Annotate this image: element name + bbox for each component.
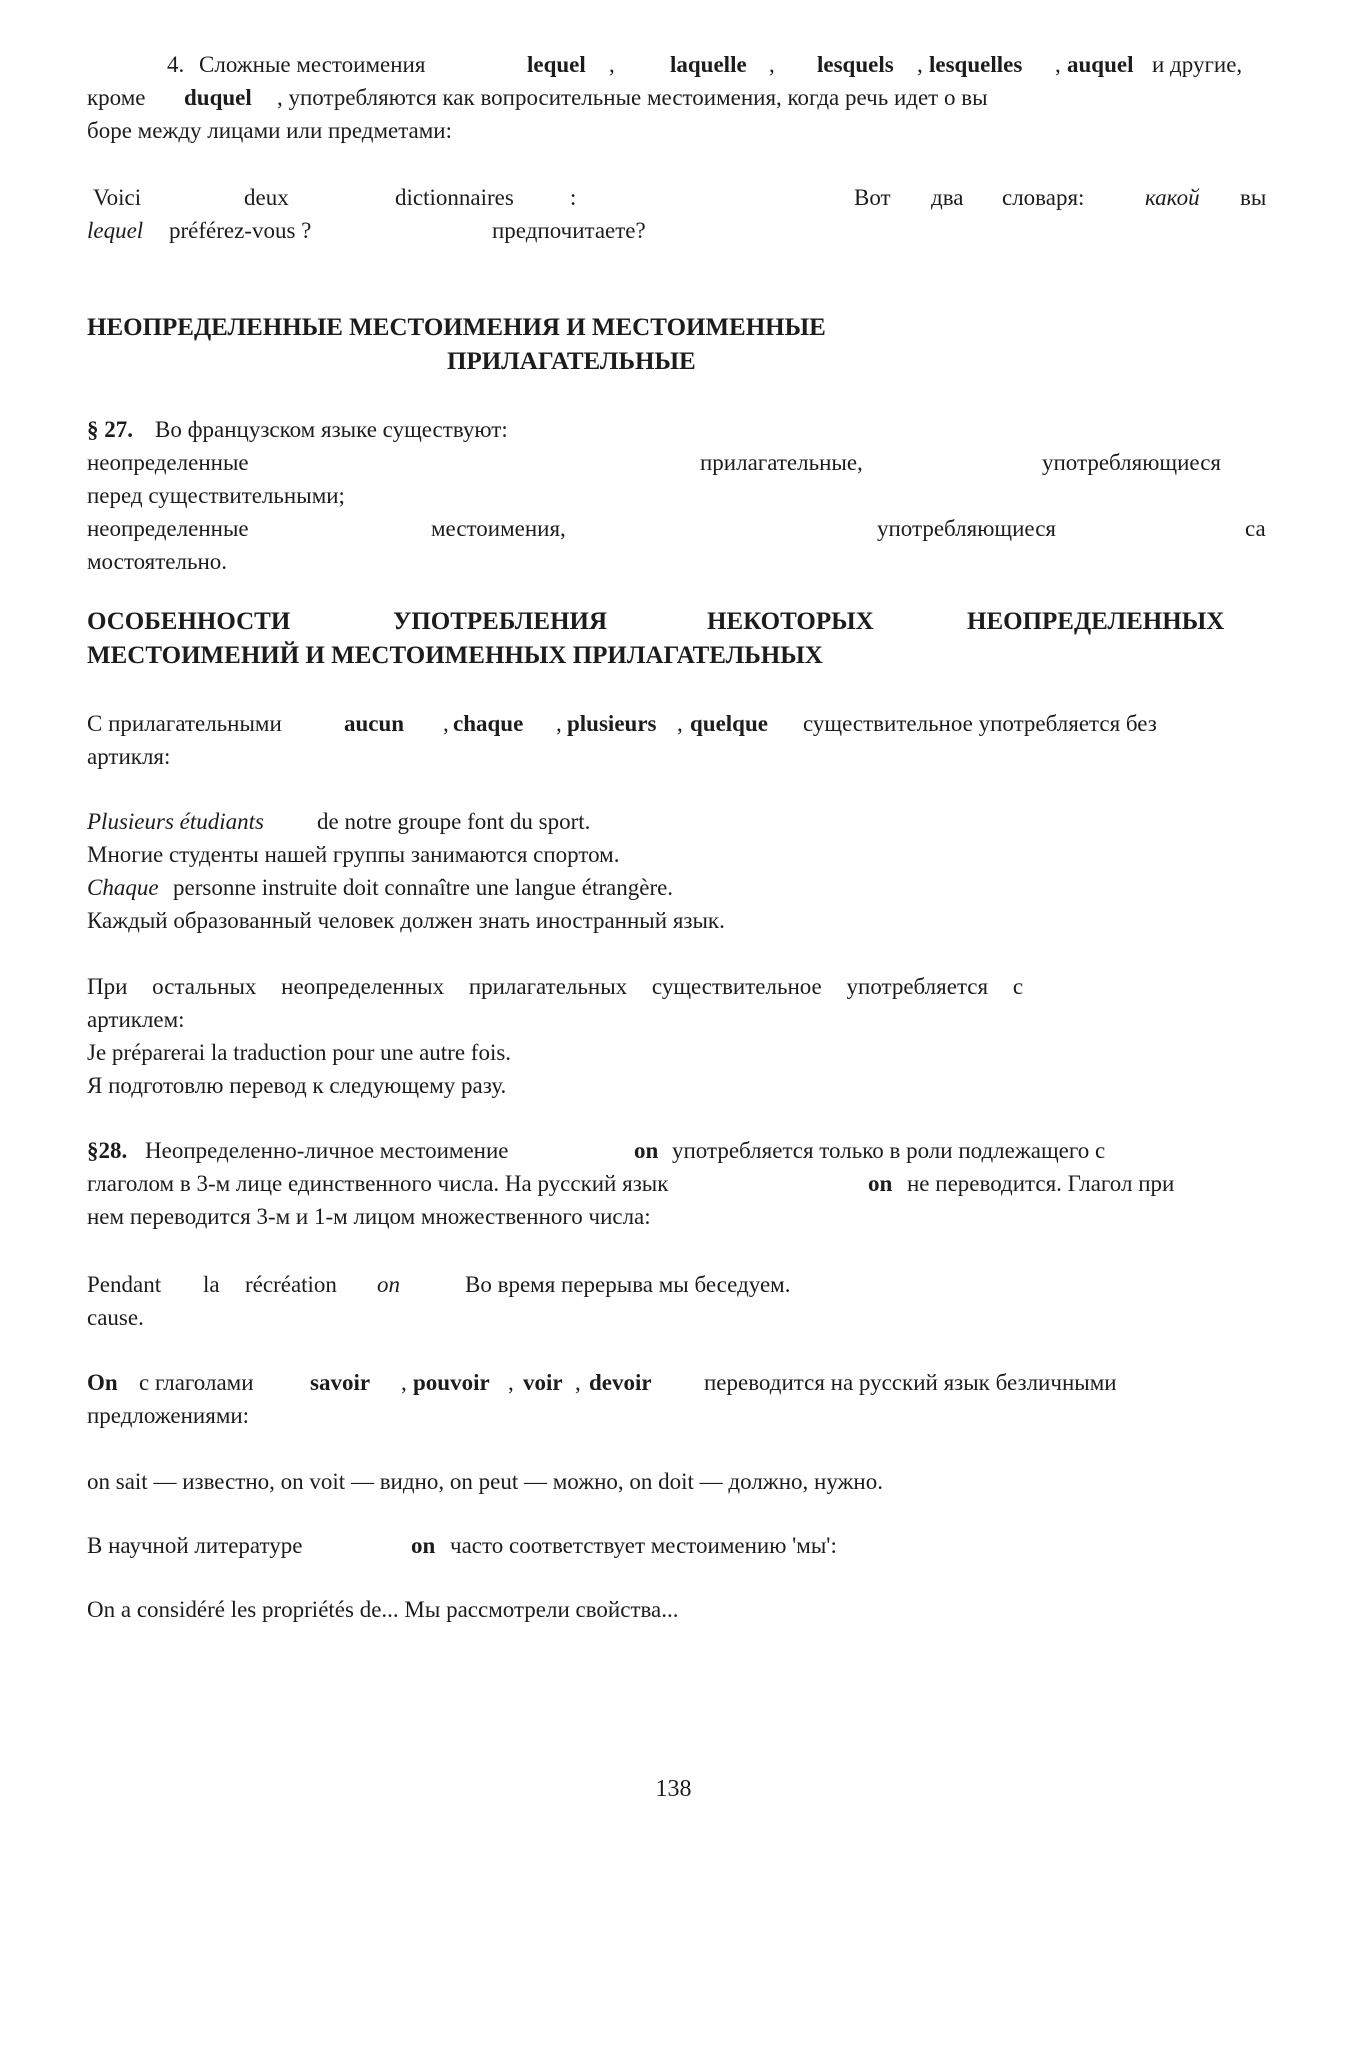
section-28-line-2: глаголом в 3-м лице единственного числа. На русский язык on не переводится. Глагол при (87, 1171, 1175, 1196)
page-number: 138 (655, 1776, 692, 1802)
para-adjectives-line-2: артикля: (87, 744, 171, 769)
example-5: On a considéré les propriétés de... Мы рассмотрели свойства... (87, 1597, 679, 1622)
example-1-line-2: lequel préférez-vous ? предпочитаете? (87, 218, 646, 243)
para-on-line-2: предложениями: (87, 1403, 250, 1428)
para-4-line-2: кроме duquel , употребляются как вопросительные местоимения, когда речь идет о вы (87, 85, 988, 110)
para-4-line-3: боре между лицами или предметами: (87, 118, 453, 143)
para-adjectives-line-1: С прилагательными aucun , chaque , plusieurs , quelque существительное употребляется без (87, 711, 1157, 736)
section-27-line-5: мостоятельно. (87, 549, 228, 574)
heading-indefinite-pronouns: НЕОПРЕДЕЛЕННЫЕ МЕСТОИМЕНИЯ И МЕСТОИМЕННЫЕ ПРИЛАГАТЕЛЬНЫЕ (87, 314, 826, 375)
heading-usage-features-line-1: ОСОБЕННОСТИ УПОТРЕБЛЕНИЯ НЕКОТОРЫХ НЕОПРЕДЕЛЕННЫХ (87, 608, 1225, 635)
para-on-line-1: On с глаголами savoir , pouvoir , voir , devoir переводится на русский язык безличными (87, 1370, 1117, 1395)
para-scientific: В научной литературе on часто соответствует местоимению 'мы': (87, 1533, 837, 1558)
section-27-line-2: неопределенные прилагательные, употребляющиеся (87, 450, 1222, 475)
para-other-line-1: При остальных неопределенных прилагательных существительное употребляется с (87, 974, 1024, 999)
para-4-line-1: 4. Сложные местоимения lequel , laquelle , lesquels , lesquelles , auquel и другие, (87, 48, 1274, 81)
example-2-line-1: Plusieurs étudiants de notre groupe font du sport. (87, 809, 591, 834)
para-other-example-ru: Я подготовлю перевод к следующему разу. (87, 1073, 507, 1098)
example-2-line-2: Многие студенты нашей группы занимаются спортом. (87, 842, 620, 867)
para-other-line-2: артиклем: (87, 1007, 185, 1032)
section-28-number: §28. (87, 1138, 128, 1163)
example-3-line-2: cause. (87, 1305, 144, 1330)
example-1-line-1: Voici deux dictionnaires : Вот два словаря: какой вы (93, 185, 1267, 210)
section-28-line-1: §28. Неопределенно-личное местоимение on употребляется только в роли подлежащего с (87, 1134, 1274, 1167)
example-2-line-4: Каждый образованный человек должен знать иностранный язык. (87, 908, 725, 933)
example-3-line-1: Pendant la récréation on Во время перерыва мы беседуем. (87, 1272, 791, 1297)
section-27-line-1: § 27. Во французском языке существуют: (87, 413, 1274, 446)
heading-usage-features-line-2: МЕСТОИМЕНИЙ И МЕСТОИМЕННЫХ ПРИЛАГАТЕЛЬНЫХ (87, 642, 823, 669)
section-28-line-3: нем переводится 3-м и 1-м лицом множественного числа: (87, 1204, 651, 1229)
example-2-line-3: Chaque personne instruite doit connaître une langue étrangère. (87, 875, 674, 900)
example-4: on sait — известно, on voit — видно, on peut — можно, on doit — должно, нужно. (87, 1469, 883, 1494)
section-27-line-3: перед существительными; (87, 483, 345, 508)
para-other-example-fr: Je préparerai la traduction pour une autre fois. (87, 1040, 512, 1065)
para-4-number: 4. (167, 52, 185, 77)
section-27-number: § 27. (87, 417, 133, 442)
section-27-line-4: неопределенные местоимения, употребляющиеся са (87, 516, 1266, 541)
